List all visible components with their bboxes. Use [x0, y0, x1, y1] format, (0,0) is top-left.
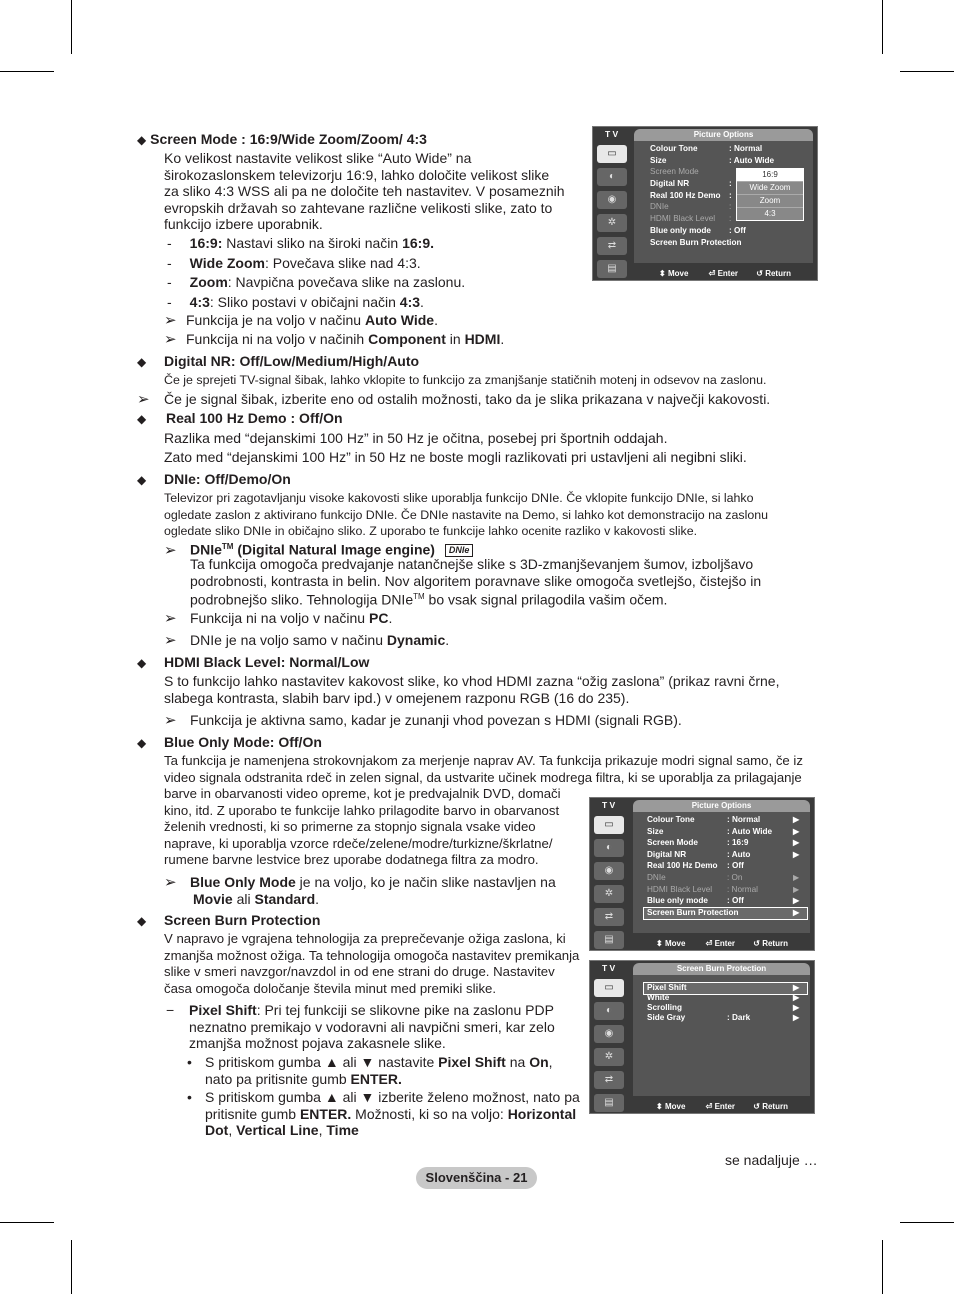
osd-row[interactable]: DNIe :: [650, 202, 732, 211]
channel-icon[interactable]: ◉: [597, 191, 627, 209]
picture-icon[interactable]: ▭: [594, 816, 624, 834]
note-arrow-icon: ➢: [164, 541, 177, 559]
osd-title: Picture Options: [634, 129, 813, 141]
return-icon: ↺: [756, 269, 763, 278]
screen-mode-options: [167, 235, 465, 313]
osd-tv-label: T V: [602, 800, 616, 810]
osd-row[interactable]: Colour Tone : Normal: [650, 144, 763, 153]
osd-row[interactable]: Blue only mode : Off: [650, 226, 746, 235]
osd-row[interactable]: Digital NR :: [650, 179, 732, 188]
bullet-diamond-icon: ◆: [137, 473, 147, 487]
option-16-9: - 16:9: Nastavi sliko na široki način 16:9.: [167, 235, 435, 251]
osd-icon-column: [593, 145, 631, 283]
hdmi-paragraph: S to funkcijo lahko nastavitev kakovost slike, ko vhod HDMI zazna “ožig zaslona” (prikaz ravni črne, slabega kontrasta, slabih barv ipd.) v omejenem razponu RGB (16 do 235).: [164, 673, 780, 706]
osd-row[interactable]: Screen Burn Protection ▶: [647, 908, 800, 917]
hdmi-note: ➢ Funkcija je aktivna samo, kadar je zunanji vhod povezan s HDMI (signali RGB).: [164, 712, 682, 729]
bullet-diamond-icon: ◆: [137, 736, 147, 750]
blue-only-paragraph-narrow: barve in obarvanosti video opreme, kot je predvajalnik DVD, domači kino, itd. Z uporabo te funkcije lahko prilagodite barvo in obarvanost želenih vrednosti, ki so primerne za stopnjo signala vsake video naprave, ki uporablja vzorce rdeče/zelene/modre/turkizne/škrlatne/ rumene barvne lestvice brez uporabe dodatnega filtra za modro.: [164, 786, 561, 867]
osd-picture-options-screen-mode: [592, 126, 818, 281]
crop-mark: [0, 71, 54, 72]
screen-mode-paragraph: Ko velikost nastavite velikost slike “Auto Wide” na širokozaslonskem televizorju 16:9, lahko določite velikost slike za sliko 4:3 WSS ali pa ne določite teh nastavitev. V posameznih evropskih državah so zahtevane različne velikosti slike, zato to funkcijo izbere uporabnik.: [164, 150, 565, 232]
setup-icon[interactable]: ✲: [594, 885, 624, 903]
screen-mode-note-2: ➢ Funkcija ni na voljo v načinih Component in HDMI.: [164, 331, 505, 348]
osd-tv-label: T V: [602, 963, 616, 973]
osd-icon-column: [590, 816, 628, 954]
crop-mark: [0, 1222, 54, 1223]
osd-screen-mode-dropdown[interactable]: [736, 168, 804, 221]
osd-tv-label: T V: [605, 129, 619, 139]
bullet-diamond-icon: ◆: [137, 355, 147, 369]
osd-row[interactable]: White ▶: [647, 993, 800, 1002]
page-number-badge: Slovenščina - 21: [416, 1167, 537, 1189]
bullet-diamond-icon: ◆: [137, 412, 147, 426]
input-icon[interactable]: ⇄: [597, 237, 627, 255]
sound-icon[interactable]: ◐: [597, 168, 627, 186]
crop-mark: [900, 1222, 954, 1223]
osd-title: Screen Burn Protection: [633, 963, 810, 975]
bullet-diamond-icon: ◆: [137, 133, 147, 147]
dropdown-option[interactable]: 4:3: [764, 209, 776, 218]
dropdown-option[interactable]: Zoom: [737, 195, 803, 208]
dlp-icon[interactable]: ▤: [597, 260, 627, 278]
osd-row[interactable]: Real 100 Hz Demo :: [650, 191, 732, 200]
osd-row[interactable]: HDMI Black Level :: [650, 214, 732, 223]
crop-mark: [900, 71, 954, 72]
osd-row[interactable]: Pixel Shift ▶: [647, 983, 800, 992]
osd-footer: ⬍ Move ⏎ Enter ↺ Return: [656, 939, 788, 948]
osd-picture-options-burn: [589, 797, 815, 951]
bullet-diamond-icon: ◆: [137, 656, 147, 670]
osd-row[interactable]: Size : Auto Wide ▶: [647, 827, 800, 836]
sound-icon[interactable]: ◐: [594, 1002, 624, 1020]
pixel-shift-bullet-1: • S pritiskom gumba ▲ ali ▼ nastavite Pixel Shift na On, nato pa pritisnite gumb ENTER.: [187, 1054, 553, 1087]
note-arrow-icon: ➢: [137, 391, 150, 408]
osd-title: Picture Options: [633, 800, 810, 812]
osd-footer: ⬍ Move ⏎ Enter ↺ Return: [656, 1102, 788, 1111]
screen-burn-paragraph: V napravo je vgrajena tehnologija za preprečevanje ožiga zaslona, ki zmanjša možnost ožiga. Ta tehnologija omogoča nastavitev premikanja slike v smeri navzgor/navzdol in od ene strani do druge. Nastavitev časa omogoča določanje števila minut med premiki slike.: [164, 931, 580, 996]
return-icon: ↺: [753, 939, 760, 948]
setup-icon[interactable]: ✲: [594, 1048, 624, 1066]
option-zoom: - Zoom: Navpična povečava slike na zaslonu.: [167, 274, 466, 290]
channel-icon[interactable]: ◉: [594, 862, 624, 880]
blue-only-note: ➢ Blue Only Mode je na voljo, ko je način slike nastavljen na Movie ali Standard.: [164, 874, 556, 907]
crop-mark: [882, 1240, 883, 1294]
dnie-badge-icon: DNIe: [445, 544, 474, 557]
move-icon: ⬍: [656, 939, 663, 948]
osd-row[interactable]: Digital NR : Auto ▶: [647, 850, 800, 859]
crop-mark: [882, 0, 883, 54]
crop-mark: [71, 0, 72, 54]
dnie-note-2: ➢ DNIe je na voljo samo v načinu Dynamic.: [164, 632, 450, 649]
osd-row[interactable]: HDMI Black Level : Normal ▶: [647, 885, 800, 894]
note-arrow-icon: ➢: [164, 312, 177, 329]
dnie-paragraph: Televizor pri zagotavljanju visoke kakovosti slike uporablja funkcijo DNIe. Če vklopite funkcijo DNIe, si lahko ogledate zaslon z aktivirano funkcijo DNIe. Če DNIe nastavite na Demo, si lahko kot demonstracijo na zaslonu ogledate sliko DNIe in običajno sliko. Z uporabo te funkcije lahko ocenite razliko v kakovosti slike.: [164, 491, 769, 539]
dropdown-option[interactable]: 16:9: [737, 169, 803, 182]
enter-icon: ⏎: [708, 269, 716, 278]
pixel-shift-bullet-2: • S pritiskom gumba ▲ ali ▼ izberite želeno možnost, nato pa pritisnite gumb ENTER. Možnosti, ki so na voljo: Horizontal Dot, Vertical Line, Time: [187, 1089, 580, 1138]
channel-icon[interactable]: ◉: [594, 1025, 624, 1043]
screen-burn-heading: ◆ Screen Burn Protection: [137, 912, 321, 928]
dnie-note-1: ➢ Funkcija ni na voljo v načinu PC.: [164, 610, 393, 627]
screen-mode-heading: ◆ Screen Mode : 16:9/Wide Zoom/Zoom/ 4:3: [137, 131, 427, 147]
dnie-subheading: ➢ DNIe™ (Digital Natural Image engine) DNIe: [164, 539, 473, 558]
note-arrow-icon: ➢: [164, 331, 177, 348]
osd-footer: ⬍ Move ⏎ Enter ↺ Return: [659, 269, 791, 278]
return-icon: ↺: [753, 1102, 760, 1111]
osd-row[interactable]: Side Gray : Dark ▶: [647, 1013, 800, 1022]
real100-line-2: Zato med “dejanskimi 100 Hz” in 50 Hz ne boste mogli razlikovati pri ustavljeni ali negibni sliki.: [164, 449, 747, 465]
dnie-heading: ◆ DNIe: Off/Demo/On: [137, 471, 291, 487]
osd-row[interactable]: Blue only mode : Off ▶: [647, 896, 800, 905]
blue-only-heading: ◆ Blue Only Mode: Off/On: [137, 734, 322, 750]
osd-screen-burn-protection: [589, 960, 815, 1114]
option-wide-zoom: - Wide Zoom: Povečava slike nad 4:3.: [167, 254, 421, 271]
osd-row[interactable]: Screen Burn Protection: [650, 238, 742, 247]
sound-icon[interactable]: ◐: [594, 839, 624, 857]
hdmi-heading: ◆ HDMI Black Level: Normal/Low: [137, 654, 370, 670]
osd-row[interactable]: DNIe : On ▶: [647, 873, 800, 882]
blue-only-paragraph-wide: Ta funkcija je namenjena strokovnjakom za merjenje naprav AV. Ta funkcija prikazuje modri signal samo, če iz video signala odstranita rdeč in zelen signal, da ustvarite učinek modrega filtra, ki se uporablja za prilagajanje: [164, 753, 803, 785]
digital-nr-paragraph: Če je sprejeti TV-signal šibak, lahko vklopite to funkcijo za zmanjšanje statičnih motenj in odsevov na zaslonu.: [164, 373, 767, 387]
osd-row[interactable]: Screen Mode : 16:9 ▶: [647, 838, 800, 847]
move-icon: ⬍: [659, 269, 666, 278]
setup-icon[interactable]: ✲: [597, 214, 627, 232]
picture-icon[interactable]: ▭: [597, 145, 627, 163]
digital-nr-note: ➢ Če je signal šibak, izberite eno od ostalih možnosti, tako da je slika prikazana v največji kakovosti.: [137, 391, 771, 408]
dnie-sub-paragraph: Ta funkcija omogoča predvajanje natančnejše slike s 3D-zmanjševanjem šumov, izboljšavo podrobnosti, kontrasta in belin. Nov algoritem poravnave slike omogoča svetlejšo, čistejšo in podrobnejšo sliko. Tehnologija DNIe™ bo vsak signal prilagodila vašim očem.: [190, 556, 762, 608]
option-4-3: - 4:3: Sliko postavi v običajni način 4:3.: [167, 293, 424, 310]
osd-row[interactable]: Size : Auto Wide: [650, 156, 775, 165]
osd-icon-column: [590, 979, 628, 1117]
note-arrow-icon: ➢: [164, 712, 177, 729]
crop-mark: [71, 1240, 72, 1294]
pixel-shift-item: − Pixel Shift: Pri tej funkciji se slikovne pike na zaslonu PDP neznatno premikajo v vodoravni ali navpični smeri, kar zelo zmanjša možnost pojava zakasnele slike.: [166, 1002, 555, 1051]
picture-icon[interactable]: ▭: [594, 979, 624, 997]
osd-row[interactable]: Scrolling ▶: [647, 1003, 800, 1012]
input-icon[interactable]: ⇄: [594, 908, 624, 926]
osd-row[interactable]: Real 100 Hz Demo : Off: [647, 861, 744, 870]
enter-icon: ⏎: [705, 1102, 713, 1111]
move-icon: ⬍: [656, 1102, 663, 1111]
continued-label: se nadaljuje …: [725, 1152, 818, 1168]
bullet-diamond-icon: ◆: [137, 914, 147, 928]
dlp-icon[interactable]: ▤: [594, 931, 624, 949]
dropdown-option[interactable]: Wide Zoom: [737, 182, 803, 195]
note-arrow-icon: ➢: [164, 874, 177, 891]
dlp-icon[interactable]: ▤: [594, 1094, 624, 1112]
input-icon[interactable]: ⇄: [594, 1071, 624, 1089]
note-arrow-icon: ➢: [164, 610, 177, 627]
screen-mode-note-1: ➢ Funkcija je na voljo v načinu Auto Wide.: [164, 312, 438, 329]
osd-row[interactable]: Screen Mode: [650, 167, 699, 176]
digital-nr-heading: ◆ Digital NR: Off/Low/Medium/High/Auto: [137, 353, 420, 369]
real100-heading: ◆ Real 100 Hz Demo : Off/On: [137, 410, 343, 426]
note-arrow-icon: ➢: [164, 632, 177, 649]
enter-icon: ⏎: [705, 939, 713, 948]
real100-line-1: Razlika med “dejanskimi 100 Hz” in 50 Hz je očitna, posebej pri športnih oddajah.: [164, 430, 668, 446]
osd-row[interactable]: Colour Tone : Normal ▶: [647, 815, 800, 824]
